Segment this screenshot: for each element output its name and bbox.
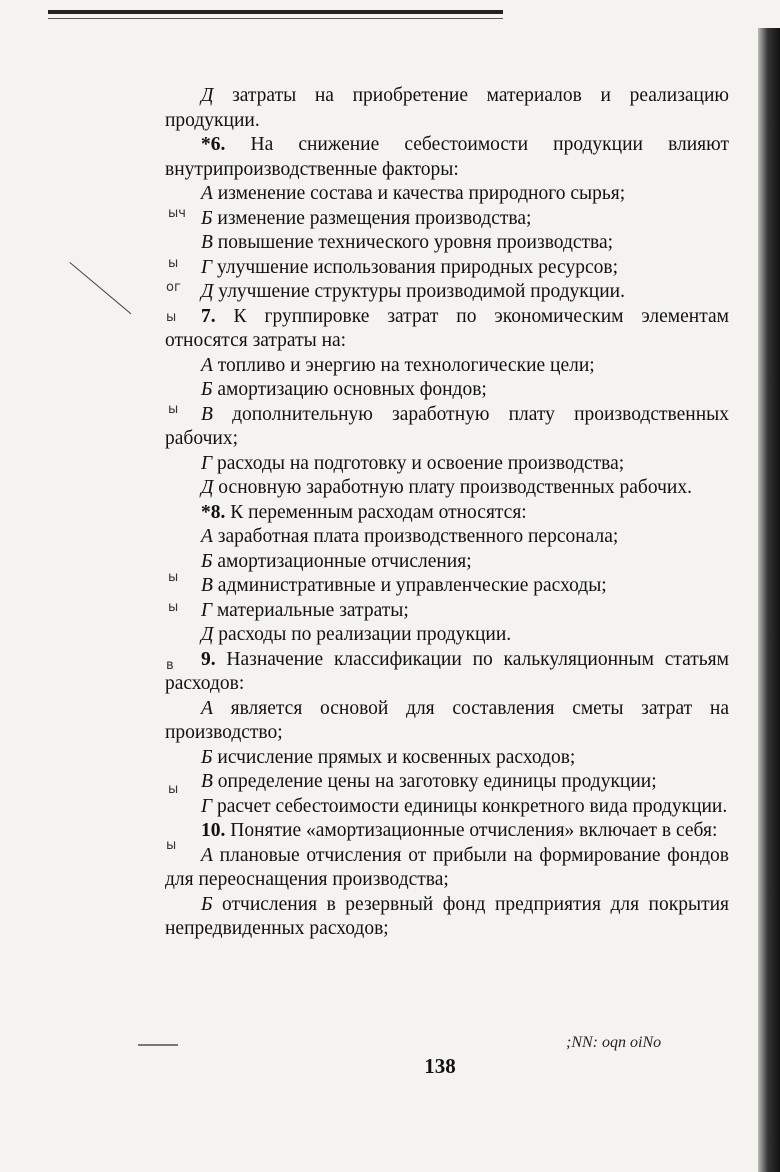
- footer-dash: [138, 1044, 178, 1046]
- option-letter: Г: [201, 795, 213, 817]
- page-text-block: [165, 84, 729, 942]
- question-number: 7.: [201, 305, 216, 327]
- question-number: *8.: [201, 501, 226, 523]
- answer-option: [165, 550, 729, 575]
- option-text: основную заработную плату производственных рабочих.: [213, 477, 692, 498]
- top-rule: [48, 10, 503, 14]
- option-letter: А: [201, 844, 213, 866]
- option-text: расходы на подготовку и освоение производства;: [212, 452, 625, 474]
- option-letter: Г: [201, 256, 213, 278]
- option-letter: Б: [201, 746, 213, 768]
- option-letter: Б: [201, 207, 213, 229]
- answer-option: [165, 403, 729, 452]
- answer-option: [165, 599, 729, 624]
- question-text: На снижение себестоимости продукции влияют внутрипроизводственные факторы:: [165, 134, 729, 180]
- option-text: амортизацию основных фондов;: [212, 379, 487, 400]
- option-text: расчет себестоимости единицы конкретного вида продукции.: [212, 795, 728, 817]
- question-text: Понятие «амортизационные отчисления» включает в себя:: [225, 820, 718, 841]
- margin-mark: ы: [168, 402, 179, 417]
- option-letter: Б: [201, 893, 213, 915]
- answer-option: [165, 84, 729, 133]
- margin-mark: ы: [168, 570, 179, 585]
- option-letter: А: [201, 183, 213, 204]
- option-text: дополнительную заработную плату производственных рабочих;: [165, 403, 729, 449]
- question-number: 10.: [201, 820, 226, 841]
- answer-option: [165, 280, 729, 305]
- question-paragraph: [165, 133, 729, 182]
- page-number: 138: [424, 1054, 456, 1078]
- option-text: плановые отчисления от прибыли на формирование фондов для переоснащения производства;: [165, 844, 729, 890]
- answer-option: [165, 207, 729, 232]
- option-letter: А: [201, 354, 213, 376]
- option-text: топливо и энергию на технологические цели;: [212, 354, 595, 376]
- question-paragraph: [165, 501, 729, 526]
- option-text: определение цены на заготовку единицы продукции;: [212, 771, 657, 792]
- answer-option: [165, 256, 729, 281]
- option-text: улучшение структуры производимой продукции.: [213, 281, 625, 302]
- question-number: *6.: [201, 134, 226, 155]
- option-letter: Д: [201, 624, 214, 645]
- answer-option: [165, 893, 729, 942]
- question-text: Назначение классификации по калькуляционным статьям расходов:: [165, 648, 729, 694]
- option-text: амортизационные отчисления;: [212, 550, 472, 572]
- option-text: отчисления в резервный фонд предприятия для покрытия непредвиденных расходов;: [165, 893, 729, 939]
- option-text: заработная плата производственного персонала;: [212, 526, 619, 547]
- margin-mark: ог: [166, 280, 181, 295]
- option-letter: В: [201, 232, 213, 253]
- option-letter: Д: [201, 281, 214, 302]
- question-text: К группировке затрат по экономическим элементам относятся затраты на:: [165, 305, 729, 351]
- option-letter: Г: [201, 599, 213, 621]
- option-letter: В: [201, 403, 213, 425]
- answer-option: [165, 770, 729, 795]
- answer-option: [165, 476, 729, 501]
- answer-option: [165, 378, 729, 403]
- question-text: К переменным расходам относятся:: [225, 501, 527, 523]
- question-number: 9.: [201, 648, 216, 670]
- option-text: изменение размещения производства;: [212, 207, 532, 229]
- margin-mark: ы: [166, 310, 177, 325]
- question-paragraph: [165, 819, 729, 844]
- question-paragraph: [165, 648, 729, 697]
- answer-option: [165, 354, 729, 379]
- option-letter: А: [201, 526, 213, 547]
- answer-option: [165, 844, 729, 893]
- option-letter: В: [201, 575, 213, 596]
- option-text: затраты на приобретение материалов и реализацию продукции.: [165, 85, 729, 131]
- margin-mark: ыч: [168, 206, 186, 221]
- option-text: исчисление прямых и косвенных расходов;: [212, 746, 576, 768]
- option-letter: Б: [201, 379, 213, 400]
- answer-option: [165, 231, 729, 256]
- option-letter: А: [201, 697, 213, 719]
- question-paragraph: [165, 305, 729, 354]
- option-letter: В: [201, 771, 213, 792]
- option-letter: Д: [201, 85, 214, 106]
- margin-mark: ы: [166, 838, 177, 853]
- answer-option: [165, 795, 729, 820]
- option-text: улучшение использования природных ресурсов;: [212, 256, 618, 278]
- option-letter: Д: [201, 477, 214, 498]
- answer-option: [165, 452, 729, 477]
- option-letter: Б: [201, 550, 213, 572]
- answer-option: [165, 746, 729, 771]
- margin-mark: ы: [168, 782, 179, 797]
- pencil-stroke: [69, 262, 131, 314]
- margin-mark: ы: [168, 256, 179, 271]
- answer-option: [165, 574, 729, 599]
- page-edge-shadow: [758, 28, 780, 1172]
- margin-mark: ы: [168, 600, 179, 615]
- footer-bleed-text: ;NN: oqn oiNo: [566, 1034, 662, 1051]
- answer-option: [165, 525, 729, 550]
- option-text: изменение состава и качества природного сырья;: [212, 183, 626, 204]
- answer-option: [165, 697, 729, 746]
- option-text: расходы по реализации продукции.: [213, 624, 512, 645]
- top-rule-thin: [48, 18, 503, 19]
- margin-mark: в: [166, 658, 174, 673]
- option-text: является основой для составления сметы затрат на производство;: [165, 697, 729, 743]
- option-letter: Г: [201, 452, 213, 474]
- answer-option: [165, 182, 729, 207]
- option-text: административные и управленческие расходы;: [212, 575, 607, 596]
- option-text: повышение технического уровня производства;: [212, 232, 614, 253]
- answer-option: [165, 623, 729, 648]
- option-text: материальные затраты;: [212, 599, 409, 621]
